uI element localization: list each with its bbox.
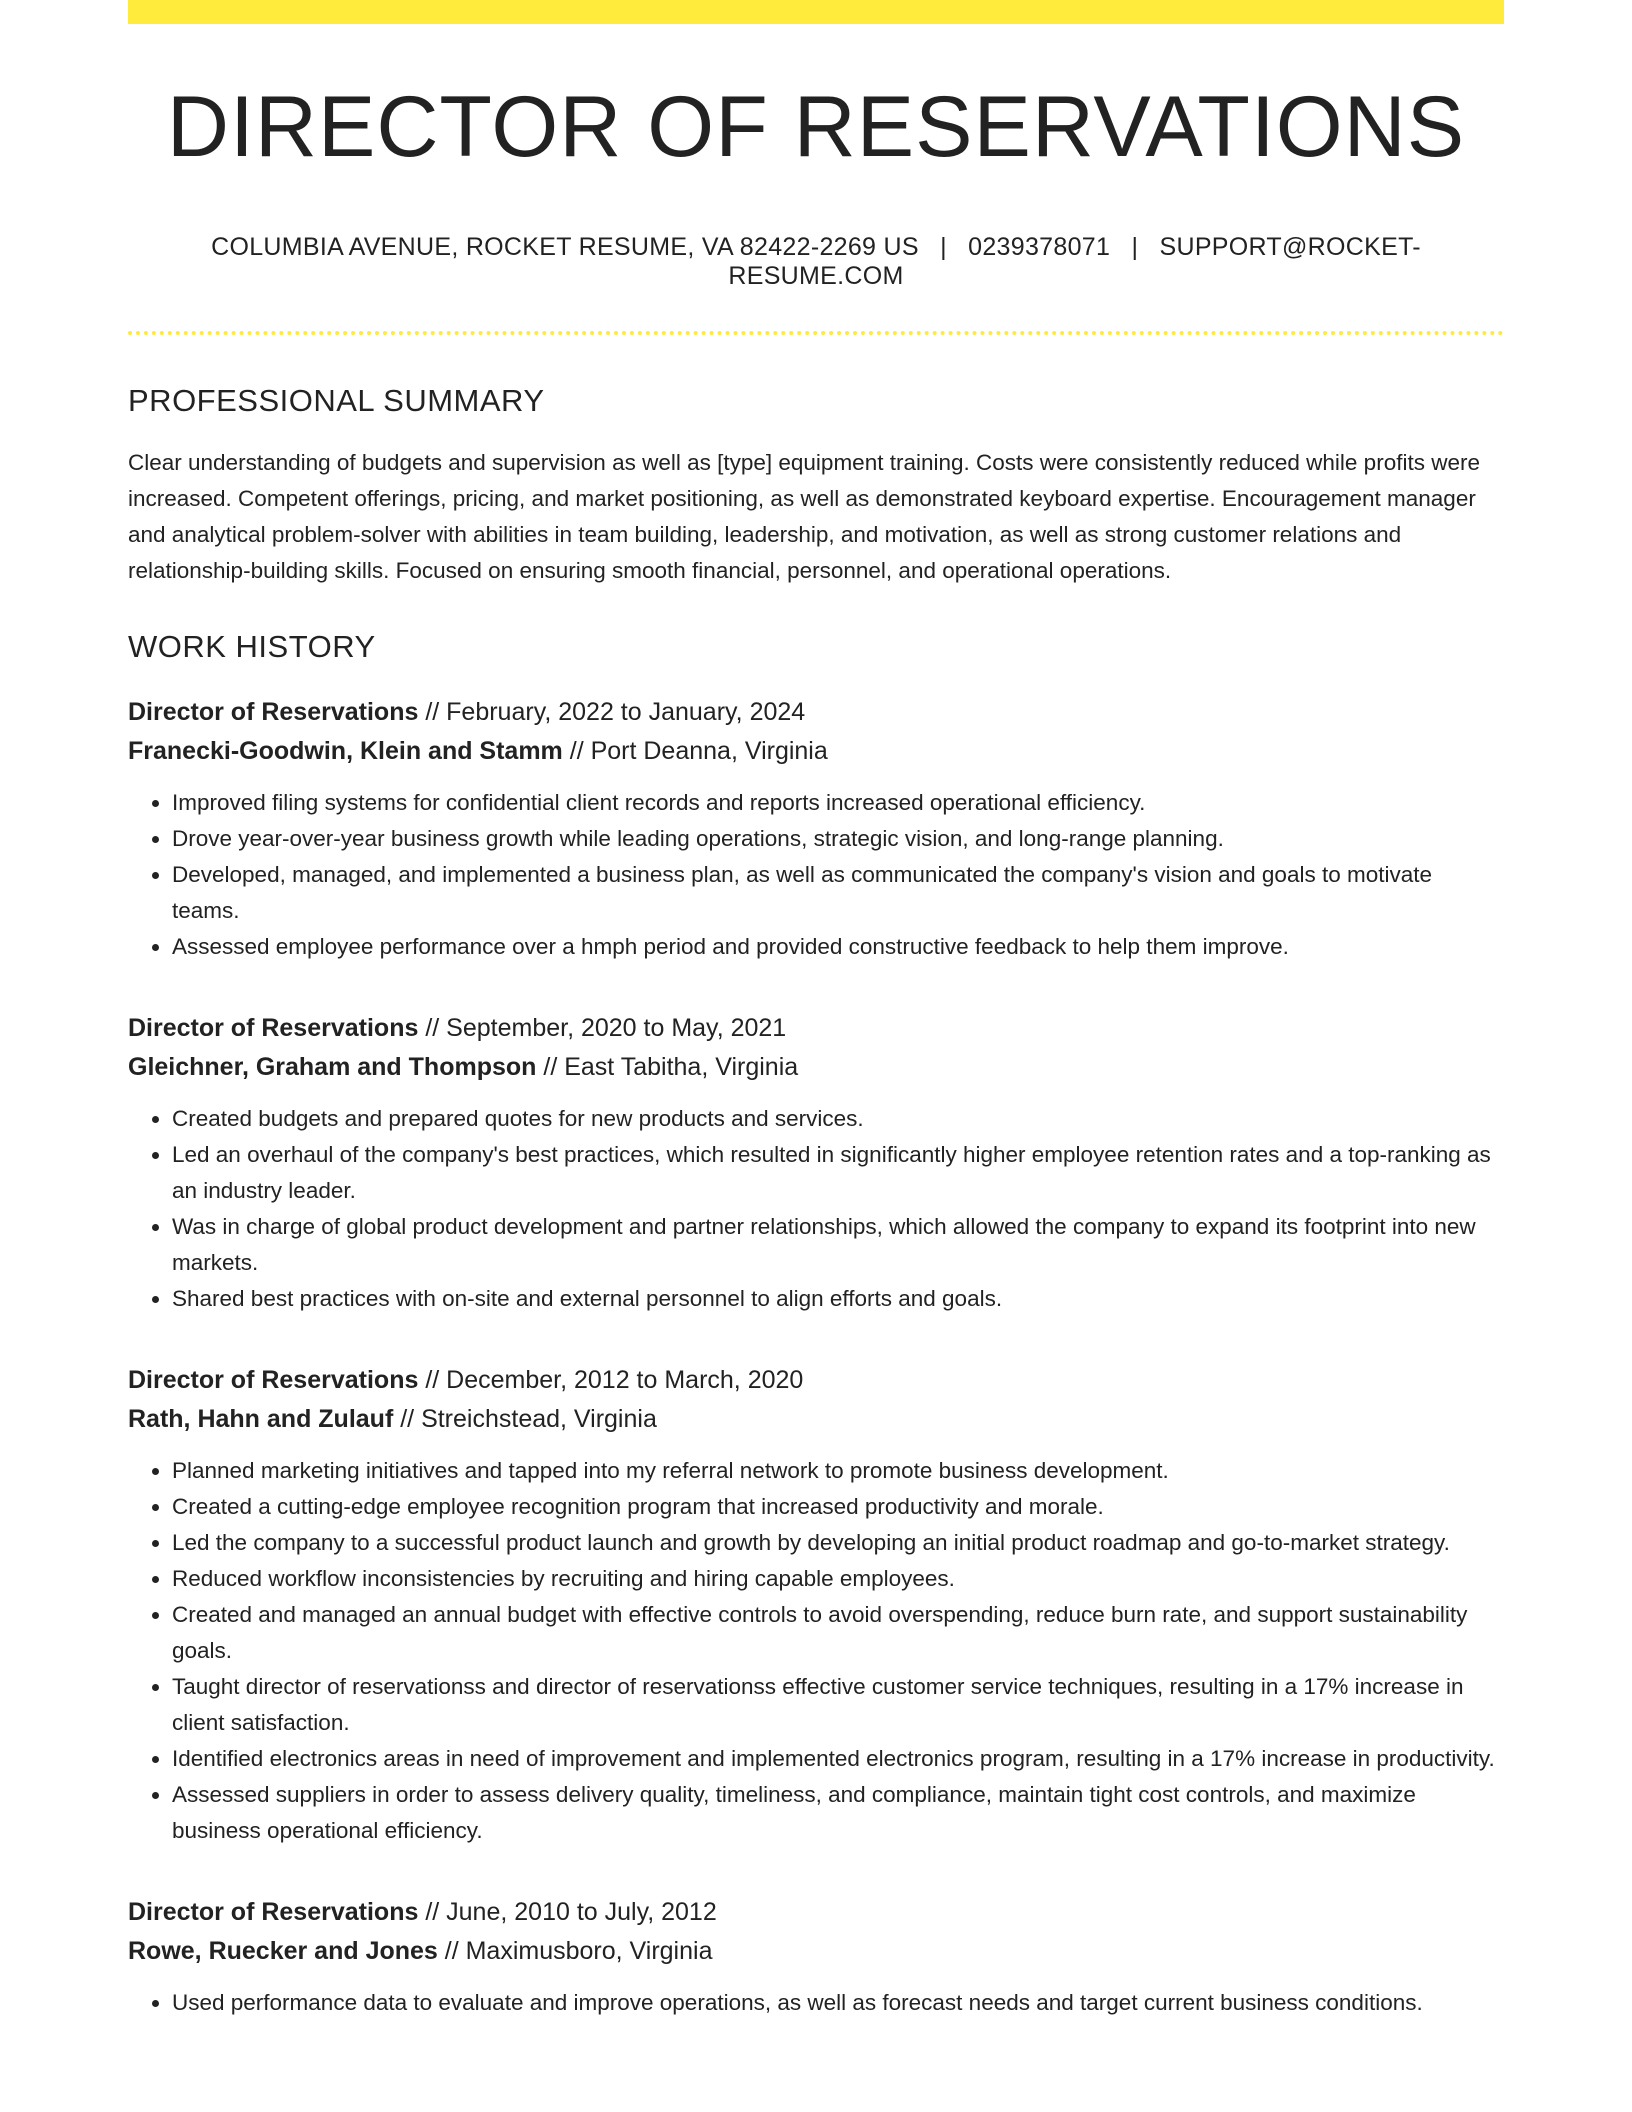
- job-bullet-list: [128, 1453, 1504, 1849]
- job-bullet: • Led the company to a successful product launch and growth by developing an initial product roadmap and go-to-market strategy.: [172, 1525, 1504, 1561]
- job-bullet: • Created budgets and prepared quotes for new products and services.: [172, 1101, 1504, 1137]
- job-role: Director of Reservations: [128, 1365, 419, 1394]
- job-bullet-list: [128, 1101, 1504, 1317]
- job-role: Director of Reservations: [128, 697, 419, 726]
- job-location: // Port Deanna, Virginia: [562, 736, 828, 765]
- job-company: Gleichner, Graham and Thompson: [128, 1052, 537, 1081]
- summary-heading: PROFESSIONAL SUMMARY: [128, 382, 545, 418]
- job-bullet-list: [128, 785, 1504, 965]
- job-bullet: • Developed, managed, and implemented a business plan, as well as communicated the company's vision and goals to motivate teams.: [172, 857, 1504, 929]
- job-bullet: • Was in charge of global product development and partner relationships, which allowed the company to expand its footprint into new markets.: [172, 1209, 1504, 1281]
- header-divider: [128, 331, 1504, 335]
- contact-separator: |: [1131, 232, 1139, 261]
- contact-address: COLUMBIA AVENUE, ROCKET RESUME, VA 82422-2269 US: [211, 232, 919, 261]
- job-entry: [128, 1893, 1504, 2021]
- job-bullet: • Improved filing systems for confidential client records and reports increased operational efficiency.: [172, 785, 1504, 821]
- job-company-line: [128, 732, 1504, 771]
- job-dates: // September, 2020 to May, 2021: [418, 1013, 787, 1042]
- job-role: Director of Reservations: [128, 1013, 419, 1042]
- job-bullet: • Assessed suppliers in order to assess delivery quality, timeliness, and compliance, maintain tight cost controls, and maximize business operational efficiency.: [172, 1777, 1504, 1849]
- job-company: Rowe, Ruecker and Jones: [128, 1936, 438, 1965]
- job-title-line: [128, 1361, 1504, 1400]
- job-bullet: • Led an overhaul of the company's best practices, which resulted in significantly higher employee retention rates and a top-ranking as an industry leader.: [172, 1137, 1504, 1209]
- contact-separator: |: [940, 232, 947, 261]
- job-bullet: • Created and managed an annual budget with effective controls to avoid overspending, reduce burn rate, and support sustainability goals.: [172, 1597, 1504, 1669]
- job-entry: [128, 1361, 1504, 1849]
- job-role: Director of Reservations: [128, 1897, 419, 1926]
- job-bullet-list: [128, 1985, 1504, 2021]
- job-bullet: • Reduced workflow inconsistencies by recruiting and hiring capable employees.: [172, 1561, 1504, 1597]
- job-title-line: [128, 1893, 1504, 1932]
- job-entry: [128, 1009, 1504, 1317]
- job-title-line: [128, 1009, 1504, 1048]
- job-dates: // June, 2010 to July, 2012: [418, 1897, 717, 1926]
- job-entry: [128, 693, 1504, 965]
- contact-email: SUPPORT@ROCKET-RESUME.COM: [728, 232, 1421, 290]
- resume-page: [128, 0, 1504, 2021]
- resume-name: DIRECTOR OF RESERVATIONS: [166, 79, 1466, 175]
- job-bullet: • Used performance data to evaluate and improve operations, as well as forecast needs and target current business conditions.: [172, 1985, 1504, 2021]
- job-dates: // February, 2022 to January, 2024: [418, 697, 806, 726]
- job-company-line: [128, 1048, 1504, 1087]
- job-bullet: • Planned marketing initiatives and tapped into my referral network to promote business development.: [172, 1453, 1504, 1489]
- contact-phone: 0239378071: [968, 232, 1111, 261]
- job-bullet: • Assessed employee performance over a hmph period and provided constructive feedback to help them improve.: [172, 929, 1504, 965]
- job-bullet: • Shared best practices with on-site and external personnel to align efforts and goals.: [172, 1281, 1504, 1317]
- job-bullet: • Taught director of reservationss and director of reservationss effective customer service techniques, resulting in a 17% increase in client satisfaction.: [172, 1669, 1504, 1741]
- work-history-heading: WORK HISTORY: [128, 628, 376, 664]
- contact-line: [128, 233, 1504, 291]
- job-bullet: • Drove year-over-year business growth while leading operations, strategic vision, and long-range planning.: [172, 821, 1504, 857]
- job-bullet: • Created a cutting-edge employee recognition program that increased productivity and morale.: [172, 1489, 1504, 1525]
- job-company-line: [128, 1400, 1504, 1439]
- job-bullet: • Identified electronics areas in need of improvement and implemented electronics program, resulting in a 17% increase in productivity.: [172, 1741, 1504, 1777]
- job-company: Franecki-Goodwin, Klein and Stamm: [128, 736, 563, 765]
- job-location: // Streichstead, Virginia: [393, 1404, 657, 1433]
- job-company: Rath, Hahn and Zulauf: [128, 1404, 394, 1433]
- top-accent-bar: [128, 0, 1504, 24]
- job-title-line: [128, 693, 1504, 732]
- job-location: // East Tabitha, Virginia: [536, 1052, 799, 1081]
- job-dates: // December, 2012 to March, 2020: [418, 1365, 804, 1394]
- job-location: // Maximusboro, Virginia: [437, 1936, 713, 1965]
- summary-text: Clear understanding of budgets and supervision as well as [type] equipment training. Costs were consistently reduced while profits were increased. Competent offerings, pricing, and market positioning, as well as demonstrated keyboard expertise. Encouragement manager and analytical problem-solver with abilities in team building, leadership, and motivation, as well as strong customer relations and relationship-building skills. Focused on ensuring smooth financial, personnel, and operational operations.: [128, 449, 1480, 583]
- work-history-list: [128, 693, 1504, 2021]
- job-company-line: [128, 1932, 1504, 1971]
